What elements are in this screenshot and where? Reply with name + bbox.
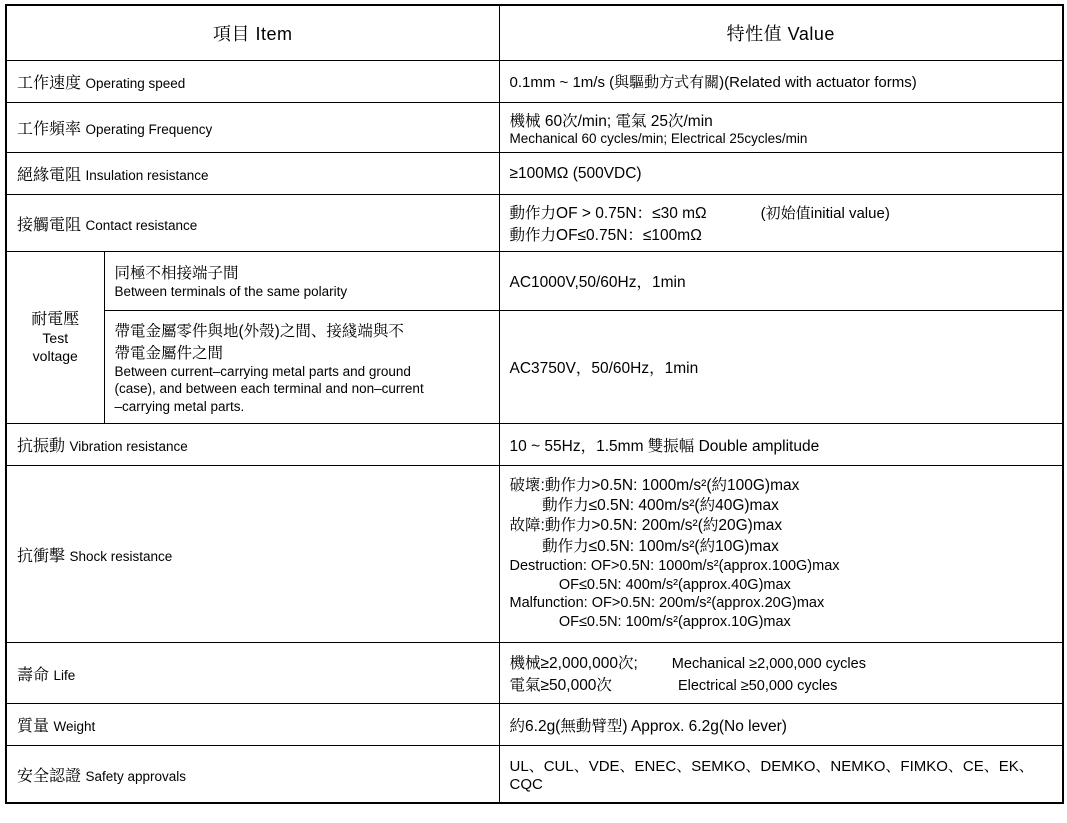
row-label-operating-speed	[6, 61, 499, 103]
row-label-zh: 抗振動	[17, 438, 66, 456]
value-line-2: 動作力≤0.5N: 400m/s²(約40G)max	[542, 497, 779, 515]
value-line-zh: 機械 60次/min; 電氣 25次/min	[509, 113, 713, 130]
specifications-table	[5, 4, 1064, 804]
row-value-operating-speed	[499, 61, 1063, 103]
sub-label-same-polarity	[104, 252, 499, 311]
table-row	[6, 746, 1063, 804]
row-value-operating-frequency	[499, 103, 1063, 153]
sub-label-live-parts	[104, 310, 499, 424]
row-value-test-voltage-2: AC3750V，50/60Hz，1min	[499, 310, 1063, 424]
row-label-life	[6, 643, 499, 704]
value-line-8: OF≤0.5N: 100m/s²(approx.10G)max	[558, 614, 791, 631]
row-label-weight	[6, 704, 499, 746]
row-label-en: Life	[53, 667, 76, 683]
row-label-en: Vibration resistance	[69, 439, 188, 455]
value-line-7: Malfunction: OF>0.5N: 200m/s²(approx.20G)max	[509, 595, 825, 612]
row-label-zh: 耐電壓	[31, 311, 80, 329]
value-line-5: Destruction: OF>0.5N: 1000m/s²(approx.100G)max	[509, 557, 840, 574]
table-row	[6, 704, 1063, 746]
row-label-zh: 壽命	[17, 666, 50, 684]
value-line-1: 破壞:動作力>0.5N: 1000m/s²(約100G)max	[509, 477, 800, 495]
row-label-en: Insulation resistance	[85, 168, 209, 183]
value-line-en: Mechanical 60 cycles/min; Electrical 25cycles/min	[509, 131, 808, 146]
row-label-en: Shock resistance	[69, 548, 173, 564]
row-label-en-2: voltage	[32, 347, 78, 364]
row-label-en: Contact resistance	[85, 217, 198, 233]
header-item-cell: 項目 Item	[6, 5, 499, 61]
value-line-2: 動作力OF≤0.75N：≤100mΩ	[509, 227, 702, 244]
row-value-test-voltage-1: AC1000V,50/60Hz，1min	[499, 252, 1063, 311]
row-label-en: Safety approvals	[85, 768, 187, 784]
row-label-zh: 絕緣電阻	[17, 167, 82, 184]
header-value-cell: 特性值 Value	[499, 5, 1063, 61]
row-label-zh: 安全認證	[17, 767, 82, 785]
sub-label-en-2: (case), and between each terminal and non–current	[114, 381, 424, 397]
row-value-safety-approvals	[499, 746, 1063, 804]
row-label-zh: 工作頻率	[17, 121, 82, 138]
table-row	[6, 103, 1063, 153]
row-value-contact-resistance	[499, 195, 1063, 252]
row-label-vibration-resistance	[6, 424, 499, 466]
table-row	[6, 61, 1063, 103]
sub-label-zh-1: 帶電金屬零件與地(外殼)之間、接綫端與不	[114, 322, 404, 340]
value-line-zh-1: 機械≥2,000,000次;	[509, 655, 638, 673]
table-row	[6, 153, 1063, 195]
value-line: UL、CUL、VDE、ENEC、SEMKO、DEMKO、NEMKO、FIMKO、CE、EK、CQC	[509, 758, 1034, 794]
value-line: 10 ~ 55Hz，1.5mm 雙振幅 Double amplitude	[509, 437, 820, 455]
table-row	[6, 466, 1063, 643]
row-value-vibration-resistance	[499, 424, 1063, 466]
row-value-shock-resistance	[499, 466, 1063, 643]
row-label-en: Operating Frequency	[85, 122, 213, 137]
row-label-zh: 質量	[17, 718, 50, 736]
row-label-zh: 接觸電阻	[17, 216, 82, 234]
value-line-6: OF≤0.5N: 400m/s²(approx.40G)max	[558, 576, 791, 593]
row-label-en-1: Test	[42, 330, 69, 347]
value-line-en-2: Electrical ≥50,000 cycles	[677, 678, 838, 695]
value-line: ≥100MΩ (500VDC)	[509, 164, 642, 182]
row-label-safety-approvals	[6, 746, 499, 804]
sub-label-en-1: Between current–carrying metal parts and ground	[114, 363, 411, 379]
sub-label-zh-2: 帶電金屬件之間	[114, 344, 224, 362]
row-label-shock-resistance	[6, 466, 499, 643]
value-line-en-1: Mechanical ≥2,000,000 cycles	[671, 656, 866, 673]
row-label-test-voltage	[6, 252, 104, 424]
row-label-zh: 抗衝擊	[17, 547, 66, 565]
table-row	[6, 643, 1063, 704]
sub-label-en-3: –carrying metal parts.	[114, 398, 245, 414]
row-label-en: Weight	[53, 719, 96, 735]
value-line-zh-2: 電氣≥50,000次	[509, 677, 612, 695]
value-line-1: 動作力OF > 0.75N：≤30 mΩ	[509, 205, 707, 222]
value-line: 約6.2g(無動臂型) Approx. 6.2g(No lever)	[509, 717, 787, 735]
table-row	[6, 424, 1063, 466]
row-label-zh: 工作速度	[17, 75, 82, 92]
table-row	[6, 310, 1063, 424]
row-label-operating-frequency	[6, 103, 499, 153]
table-row	[6, 195, 1063, 252]
row-value-weight	[499, 704, 1063, 746]
sub-label-zh: 同極不相接端子間	[114, 265, 239, 282]
value-line-3: 故障:動作力>0.5N: 200m/s²(約20G)max	[509, 517, 783, 535]
row-label-insulation-resistance	[6, 153, 499, 195]
table-row	[6, 252, 1063, 311]
value-line: 0.1mm ~ 1m/s (與驅動方式有關)(Related with actuator forms)	[509, 74, 917, 91]
sub-label-en: Between terminals of the same polarity	[114, 284, 348, 299]
row-label-contact-resistance	[6, 195, 499, 252]
value-line-4: 動作力≤0.5N: 100m/s²(約10G)max	[542, 537, 779, 555]
table-header-row	[6, 5, 1063, 61]
row-label-en: Operating speed	[85, 76, 186, 91]
row-value-life	[499, 643, 1063, 704]
row-value-insulation-resistance	[499, 153, 1063, 195]
value-note: (初始值initial value)	[760, 205, 890, 222]
